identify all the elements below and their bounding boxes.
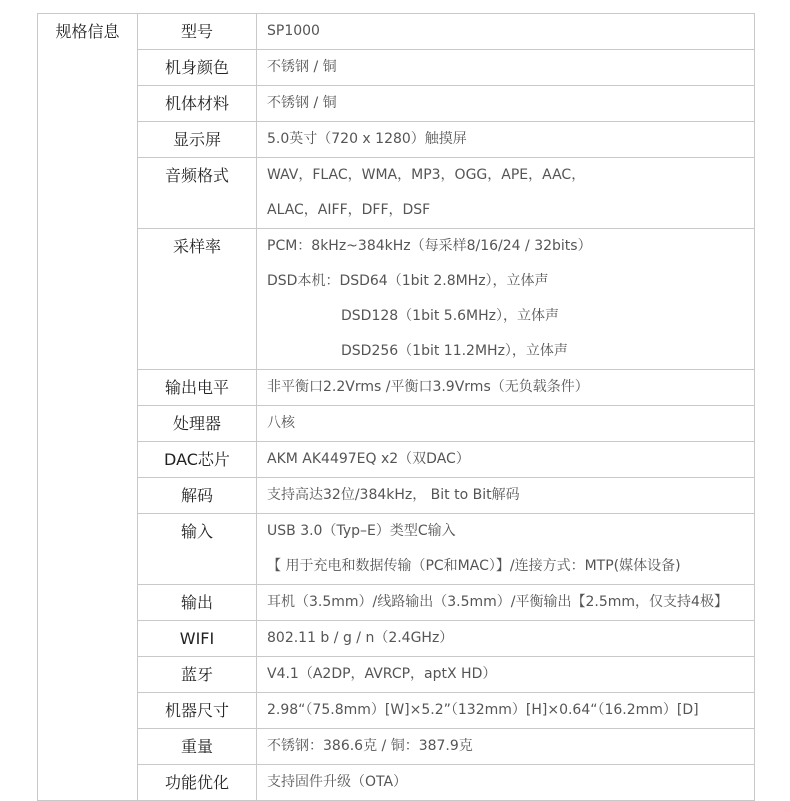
spec-key: 机体材料	[164, 94, 229, 113]
spec-value: 非平衡口2.2Vrms /平衡口3.9Vrms（无负载条件）	[267, 379, 589, 395]
spec-table	[37, 13, 755, 801]
spec-key: 机身颜色	[164, 58, 229, 77]
spec-key-cell	[138, 370, 257, 406]
spec-row	[38, 585, 755, 621]
spec-value-cell	[257, 14, 755, 50]
spec-value-cell	[257, 693, 755, 729]
spec-row	[38, 50, 755, 86]
spec-value-cell	[257, 729, 755, 765]
spec-value: 不锈钢 / 铜	[267, 59, 337, 75]
spec-value: DSD本机：DSD64（1bit 2.8MHz），立体声	[267, 273, 549, 289]
spec-value: AKM AK4497EQ x2（双DAC）	[267, 451, 470, 467]
spec-value-cell	[257, 478, 755, 514]
spec-value: USB 3.0（Typ–E）类型C输入	[267, 523, 456, 539]
spec-value-cell	[257, 50, 755, 86]
spec-value: 八核	[267, 415, 295, 431]
spec-row	[38, 693, 755, 729]
spec-key-cell	[138, 693, 257, 729]
spec-value: DSD256（1bit 11.2MHz），立体声	[341, 343, 568, 359]
spec-row	[38, 158, 755, 229]
spec-key: 蓝牙	[180, 665, 213, 684]
spec-key: 采样率	[172, 237, 221, 256]
spec-value-cell	[257, 86, 755, 122]
spec-key-cell	[138, 122, 257, 158]
section-cell	[38, 14, 138, 801]
spec-value: PCM：8kHz~384kHz（每采样8/16/24 / 32bits）	[267, 238, 592, 254]
spec-value: 5.0英寸（720 x 1280）触摸屏	[267, 131, 467, 147]
spec-value-cell	[257, 514, 755, 585]
spec-row	[38, 478, 755, 514]
spec-key-cell	[138, 229, 257, 370]
spec-key: 输出电平	[164, 378, 229, 397]
spec-key-cell	[138, 406, 257, 442]
spec-key-cell	[138, 514, 257, 585]
spec-key-cell	[138, 585, 257, 621]
spec-value: DSD128（1bit 5.6MHz），立体声	[341, 308, 560, 324]
spec-value: 【 用于充电和数据传输（PC和MAC）】/连接方式：MTP(媒体设备)	[267, 558, 681, 574]
spec-key-cell	[138, 158, 257, 229]
spec-key: 解码	[180, 486, 213, 505]
spec-key-cell	[138, 50, 257, 86]
spec-key: 音频格式	[164, 166, 229, 185]
spec-value-cell	[257, 585, 755, 621]
spec-key-cell	[138, 14, 257, 50]
spec-row	[38, 442, 755, 478]
spec-key: 处理器	[172, 414, 221, 433]
spec-key: 显示屏	[172, 130, 221, 149]
spec-key: 重量	[180, 737, 213, 756]
spec-value-cell	[257, 122, 755, 158]
spec-value: 2.98“（75.8mm）[W]×5.2”（132mm）[H]×0.64“（16.2mm）[D]	[267, 702, 699, 718]
spec-key-cell	[138, 478, 257, 514]
spec-value: V4.1（A2DP，AVRCP，aptX HD）	[267, 666, 497, 682]
spec-key: 输入	[180, 522, 213, 541]
spec-row	[38, 229, 755, 370]
spec-value: 支持固件升级（OTA）	[267, 774, 408, 790]
spec-value-cell	[257, 621, 755, 657]
spec-key-cell	[138, 729, 257, 765]
spec-row	[38, 370, 755, 406]
spec-value-cell	[257, 406, 755, 442]
spec-value: SP1000	[267, 23, 320, 39]
spec-row	[38, 514, 755, 585]
spec-value-cell	[257, 657, 755, 693]
spec-value: WAV，FLAC，WMA，MP3，OGG，APE，AAC，	[267, 167, 586, 183]
spec-value: 支持高达32位/384kHz， Bit to Bit解码	[267, 487, 520, 503]
spec-key: WIFI	[179, 629, 215, 648]
spec-key: DAC芯片	[164, 450, 230, 469]
spec-value: ALAC，AIFF，DFF，DSF	[267, 202, 431, 218]
spec-value: 802.11 b / g / n（2.4GHz）	[267, 630, 454, 646]
spec-value-cell	[257, 442, 755, 478]
spec-key: 输出	[180, 593, 213, 612]
spec-row	[38, 621, 755, 657]
spec-value-cell	[257, 370, 755, 406]
spec-value: 不锈钢：386.6克 / 铜：387.9克	[267, 738, 473, 754]
spec-key-cell	[138, 621, 257, 657]
spec-row	[38, 657, 755, 693]
spec-value-cell	[257, 229, 755, 370]
spec-key-cell	[138, 86, 257, 122]
spec-row	[38, 14, 755, 50]
spec-key: 机器尺寸	[164, 701, 229, 720]
spec-value: 耳机（3.5mm）/线路输出（3.5mm）/平衡输出【2.5mm，仅支持4极】	[267, 594, 728, 610]
spec-value-cell	[257, 158, 755, 229]
spec-value: 不锈钢 / 铜	[267, 95, 337, 111]
spec-row	[38, 86, 755, 122]
spec-row	[38, 406, 755, 442]
spec-key-cell	[138, 442, 257, 478]
spec-row	[38, 122, 755, 158]
section-label: 规格信息	[55, 22, 120, 41]
spec-row	[38, 729, 755, 765]
spec-key-cell	[138, 657, 257, 693]
spec-key: 功能优化	[164, 773, 229, 792]
spec-key: 型号	[180, 22, 213, 41]
